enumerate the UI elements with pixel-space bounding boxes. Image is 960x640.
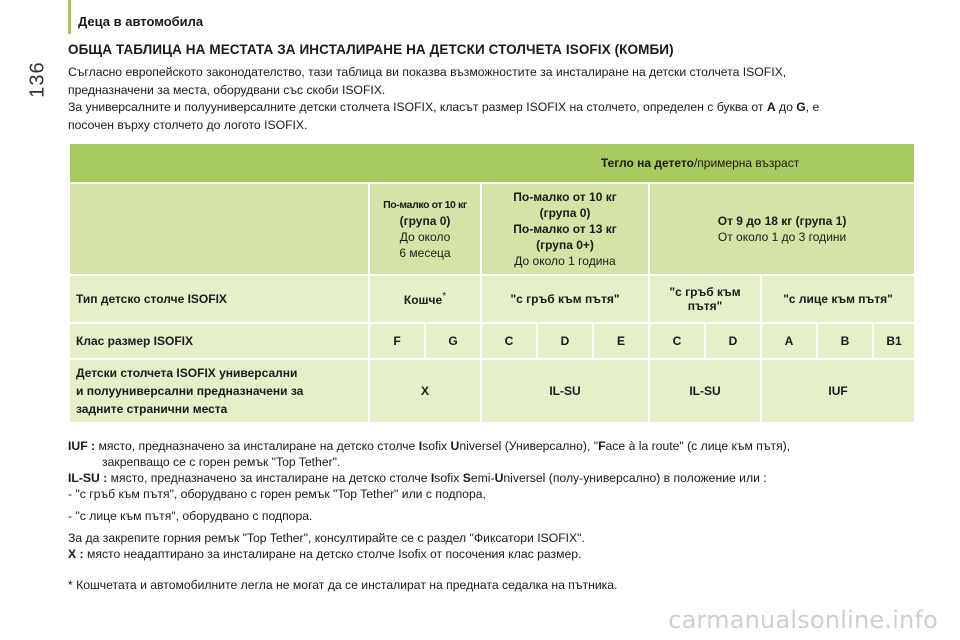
group-row [69,183,915,275]
group-text: От 9 до 18 кг (група 1) [717,214,847,228]
suitability-cell: IL-SU [481,359,649,423]
top-tether-note: За да закрепите горния ремък "Top Tether", консултирайте се с раздел "Фиксатори ISOFIX". [68,531,585,545]
seat-suitability-row [69,359,915,423]
intro-text: , е [805,100,820,114]
note-letter: U [450,439,460,453]
class-cell: E [593,323,649,359]
group-text: До около [399,230,451,244]
note-key: IUF : [68,439,96,453]
class-cell: B1 [873,323,915,359]
weight-header [69,143,915,183]
intro-paragraph [68,64,918,134]
class-cell: D [537,323,593,359]
section-title: Деца в автомобила [78,14,204,29]
footnote: * Кошчетата и автомобилните легла не могат да се инсталират на предната седалка на пътника. [68,578,618,592]
group-text: До около 1 година [514,254,616,268]
rear-facing-cell: "с гръб към пътя" [481,275,649,323]
intro-line [68,99,918,117]
page-number: 136 [26,61,49,98]
note-letter: U [494,471,504,485]
note-text: sofix [422,439,451,453]
dash-item: - "с лице към пътя", оборудвано с подпора. [68,509,313,523]
intro-text: За универсалните и полууниверсалните детски столчета ISOFIX, класът размер ISOFIX на столчето, определен с буква от [68,100,767,114]
group-1-cell [649,183,915,275]
dash-item: - "с гръб към пътя", оборудвано с горен ремък "Top Tether" или с подпора, [68,487,486,501]
table-header-row [69,143,915,183]
intro-text: до [775,100,797,114]
note-text: място, предназначено за инсталиране на детско столче [107,471,431,485]
note-letter: I [418,439,423,453]
forward-facing-cell: "с лице към пътя" [761,275,915,323]
isofix-table [68,142,916,424]
carrycot-label: Кошче [403,293,443,307]
intro-line: Съгласно европейското законодателство, тази таблица ви показва възможностите за инсталиране на детски столчета ISOFIX, [68,65,787,79]
class-cell: G [425,323,481,359]
group-0plus-cell [481,183,649,275]
x-note [68,546,918,562]
group-text: По-малко от 10 кг [383,199,467,211]
row-label: Клас размер ISOFIX [69,323,369,359]
suitability-cell: IUF [761,359,915,423]
note-text: emi- [470,471,495,485]
legend-notes [68,438,918,562]
note-text: sofix [434,471,463,485]
intro-letter-a: A [766,100,776,114]
note-letter: S [462,471,471,485]
watermark: carmanualsonline.info [668,606,938,634]
carrycot-cell [369,275,481,323]
group-text: По-малко от 13 кг [513,222,617,236]
class-cell: C [481,323,537,359]
suitability-cell: IL-SU [649,359,761,423]
group-text: (група 0) [399,214,451,228]
page-heading: ОБЩА ТАБЛИЦА НА МЕСТАТА ЗА ИНСТАЛИРАНЕ НА ДЕТСКИ СТОЛЧЕТА ISOFIX (КОМБИ) [68,42,674,57]
row-label-line: задните странични места [76,402,228,416]
ilsu-note [68,470,918,486]
note-text: място, предназначено за инсталиране на детско столче [95,439,419,453]
footnote-mark: * [442,291,447,302]
class-cell: D [705,323,761,359]
weight-header-bold: Тегло на детето [600,156,694,170]
group-text: (група 0+) [536,238,594,252]
group-text: По-малко от 10 кг [513,190,617,204]
size-class-row [69,323,915,359]
intro-line: предназначени за места, оборудвани със скоби ISOFIX. [68,82,386,97]
note-text: ace à la route" (с лице към пътя), [605,439,791,453]
rear-facing-cell: "с гръб към пътя" [649,275,761,323]
group-text: От около 1 до 3 години [717,230,847,244]
note-letter: F [598,439,606,453]
group-0-cell [369,183,481,275]
seat-type-row [69,275,915,323]
class-cell: B [817,323,873,359]
suitability-cell: X [369,359,481,423]
note-text: niversel (полу-универсално) в положение или : [503,471,767,485]
row-label [69,359,369,423]
note-text: място неадаптирано за инсталиране на детско столче Isofix от посочения клас размер. [83,547,582,561]
row-label-line: Детски столчета ISOFIX универсални [76,366,298,380]
section-accent-bar [68,0,71,34]
group-text: 6 месеца [399,246,451,260]
note-text: niversel (Универсално), " [459,439,599,453]
intro-letter-g: G [796,100,806,114]
empty-cell [69,183,369,275]
class-cell: F [369,323,425,359]
group-text: (група 0) [539,206,591,220]
intro-line: посочен върху столчето до логото ISOFIX. [68,117,308,132]
row-label-line: и полууниверсални предназначени за [76,384,304,398]
row-label: Тип детско столче ISOFIX [69,275,369,323]
iuf-note [68,438,918,454]
weight-header-normal: /примерна възраст [693,156,800,170]
class-cell: C [649,323,705,359]
note-key: X : [68,547,84,561]
note-letter: I [430,471,435,485]
note-key: IL-SU : [68,471,108,485]
class-cell: A [761,323,817,359]
iuf-note-line2: закрепващо се с горен ремък "Top Tether". [102,455,341,469]
